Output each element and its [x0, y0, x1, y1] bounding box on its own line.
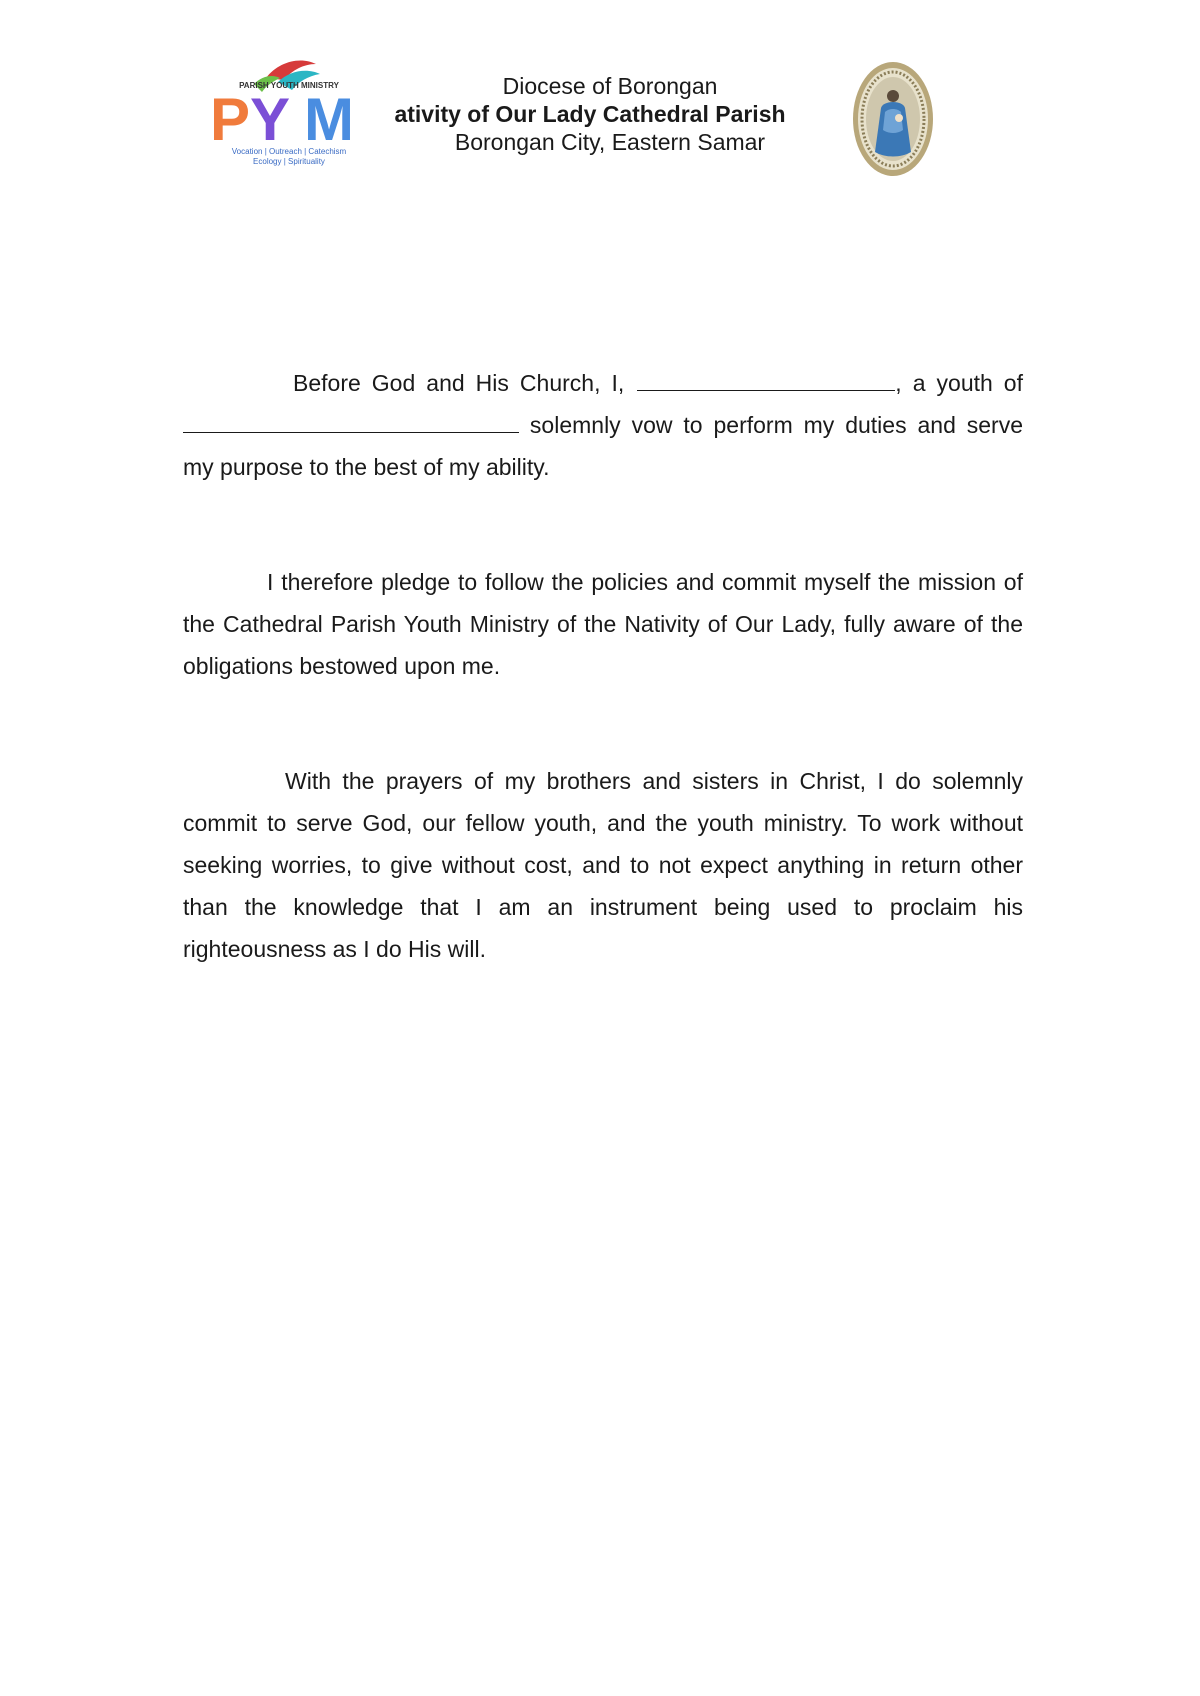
oath-p1-rest: solemnly vow to perform my duties and serve my purpose to the best of my ability. [183, 412, 1024, 480]
oath-p1-intro: Before God and His Church, I, [293, 370, 625, 396]
logo-tagline-1: Vocation | Outreach | Catechism [231, 147, 347, 156]
logo-arc-text: PARISH YOUTH MINISTRY [239, 81, 339, 90]
logo-letter-m: M [304, 86, 354, 153]
oath-p1-middle: , a youth of [895, 370, 1023, 396]
letterhead [380, 72, 840, 156]
parish-blank-line[interactable] [183, 413, 519, 433]
logo-letter-y: Y [250, 86, 291, 153]
oath-text [183, 362, 1023, 970]
nativity-seal-icon [851, 60, 935, 178]
oath-paragraph-3: With the prayers of my brothers and sisters in Christ, I do solemnly commit to serve God, our fellow youth, and the youth ministry. To work without seeking worries, to give without cost, and to not expect anything in return other than the knowledge that I am an instrument being used to proclaim his righteousness as I do His will. [183, 768, 1023, 962]
parish-location: Borongan City, Eastern Samar [454, 129, 766, 155]
parish-name: ativity of Our Lady Cathedral Parish [394, 101, 786, 127]
logo-letter-p: P [210, 86, 251, 153]
oath-paragraph-1 [183, 362, 1023, 488]
logo-tagline-2: Ecology | Spirituality [253, 157, 325, 166]
oath-paragraph-2: I therefore pledge to follow the policies and commit myself the mission of the Cathedral Parish Youth Ministry of the Nativity of Our Lady, fully aware of the obligations bestowed upon me. [183, 569, 1023, 679]
name-blank-line[interactable] [637, 371, 895, 391]
diocese-name: Diocese of Borongan [502, 73, 718, 99]
